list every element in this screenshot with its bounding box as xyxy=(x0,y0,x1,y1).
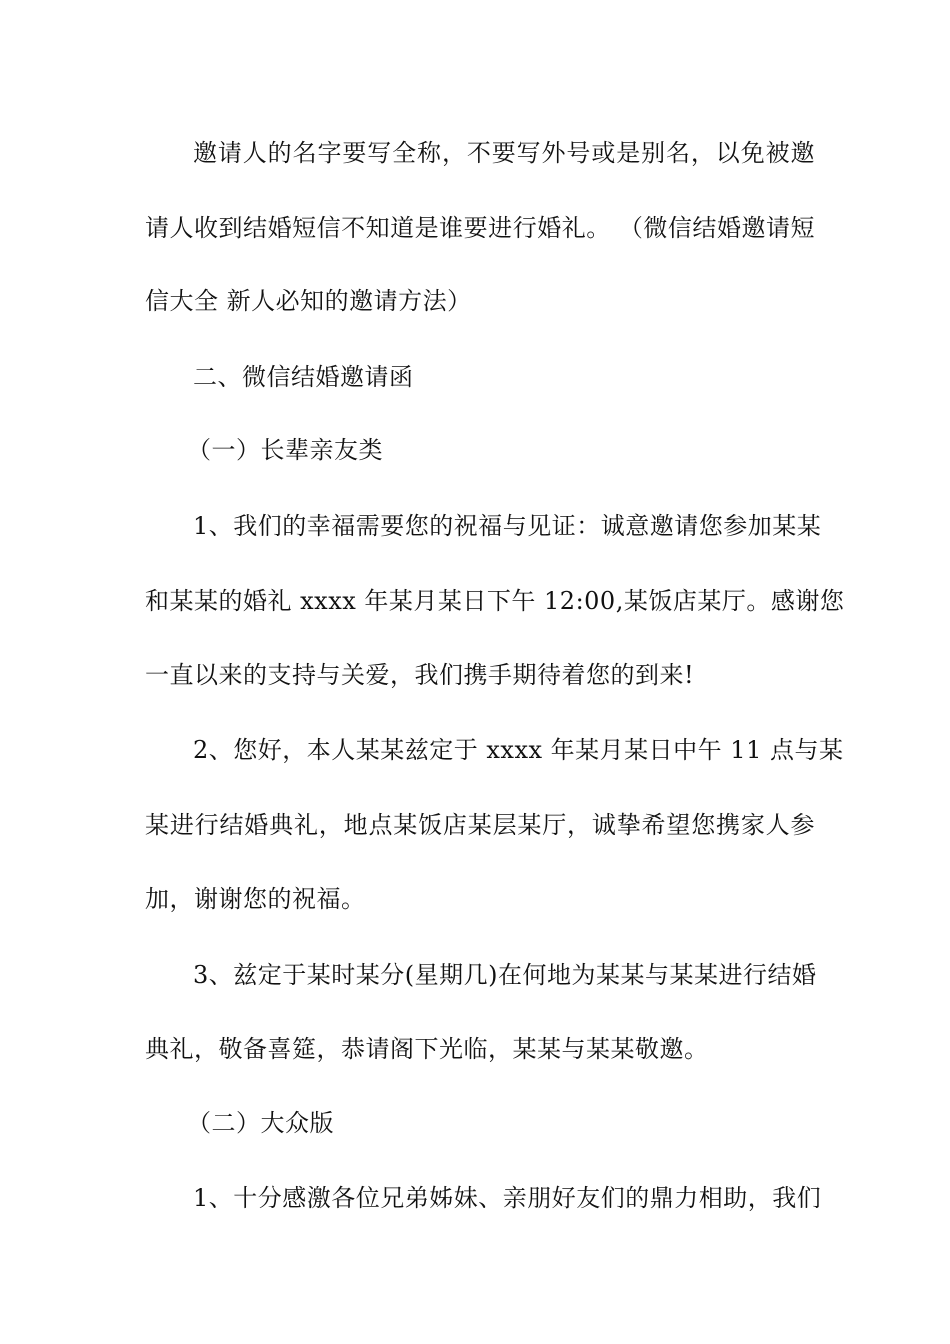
paragraph-line: 1、十分感激各位兄弟姊妹、亲朋好友们的鼎力相助，我们 xyxy=(193,1184,822,1212)
subsection-heading: （一）长辈亲友类 xyxy=(187,436,383,464)
paragraph-line: 加，谢谢您的祝福。 xyxy=(145,885,366,913)
paragraph-line: 3、兹定于某时某分(星期几)在何地为某某与某某进行结婚 xyxy=(193,961,817,989)
paragraph-line: 2、您好，本人某某兹定于 xxxx 年某月某日中午 11 点与某 xyxy=(193,736,844,764)
paragraph-line: 请人收到结婚短信不知道是谁要进行婚礼。 （微信结婚邀请短 xyxy=(145,214,815,242)
subsection-heading: （二）大众版 xyxy=(187,1109,334,1137)
paragraph-line: 和某某的婚礼 xxxx 年某月某日下午 12:00,某饭店某厅。感谢您 xyxy=(145,587,845,615)
paragraph-line: 典礼，敬备喜筵，恭请阁下光临，某某与某某敬邀。 xyxy=(145,1035,709,1063)
section-heading: 二、微信结婚邀请函 xyxy=(193,363,414,391)
paragraph-line: 一直以来的支持与关爱，我们携手期待着您的到来! xyxy=(145,661,695,689)
paragraph-line: 某进行结婚典礼，地点某饭店某层某厅，诚挚希望您携家人参 xyxy=(145,811,815,839)
paragraph-line: 信大全 新人必知的邀请方法） xyxy=(145,287,472,315)
paragraph-line: 1、我们的幸福需要您的祝福与见证：诚意邀请您参加某某 xyxy=(193,512,822,540)
paragraph-line: 邀请人的名字要写全称，不要写外号或是别名，以免被邀 xyxy=(193,139,815,167)
